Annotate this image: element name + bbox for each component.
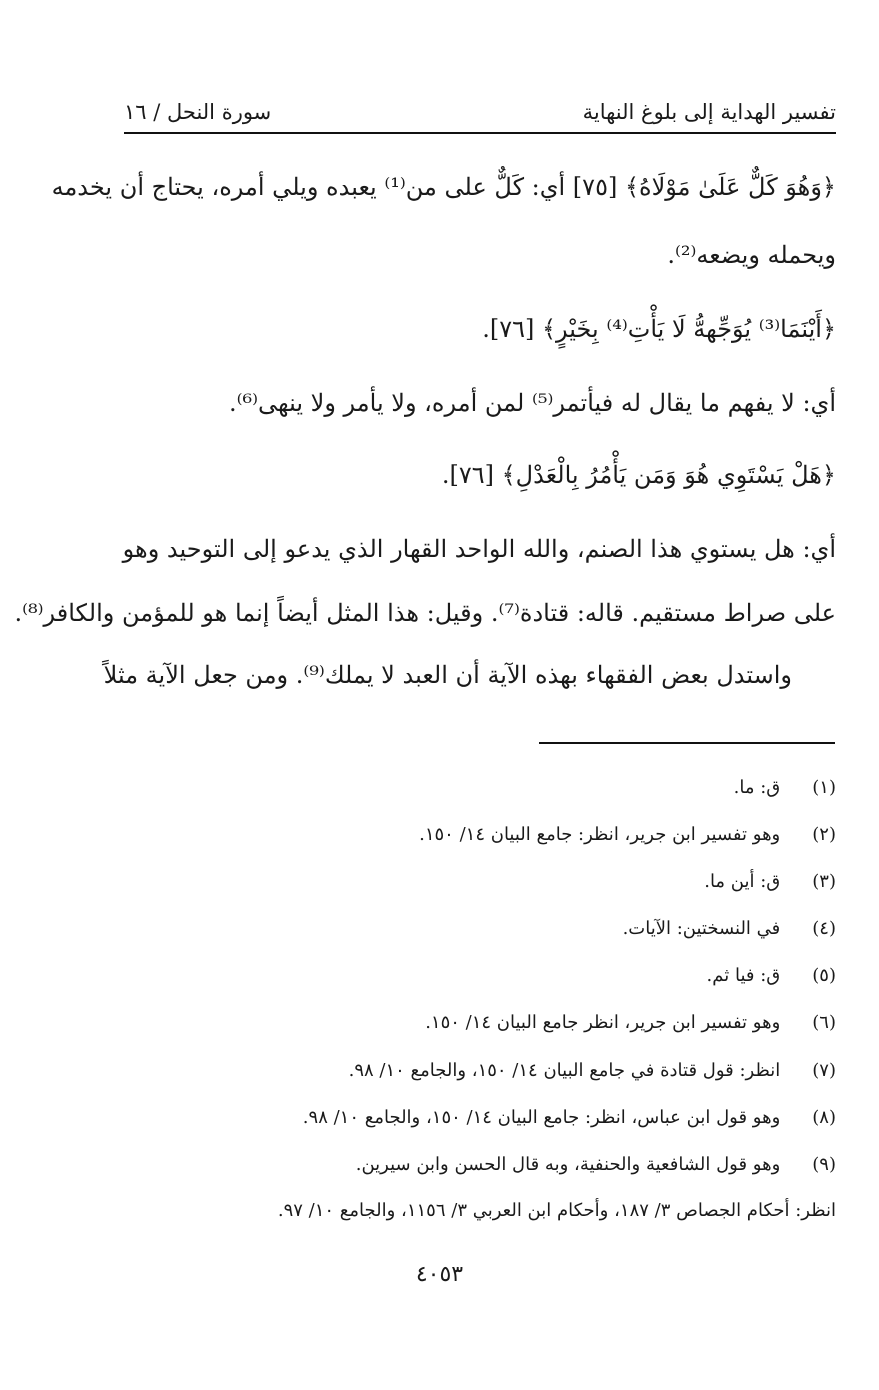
footnote-text: وهو قول الشافعية والحنفية، وبه قال الحسن وابن سيرين.: [355, 1154, 781, 1175]
footnote-item: [124, 822, 836, 848]
footnote-number: (٦): [812, 1012, 836, 1033]
footnote-item: [124, 775, 836, 801]
page-number: ٤٠٥٣: [415, 1262, 464, 1287]
body-line: ﴿وَهُوَ كَلٌّ عَلَىٰ مَوْلَاهُ﴾ [٧٥] أي: كَلٌّ على من⁽¹⁾ يعبده ويلي أمره، يحتاج أن يخدمه: [51, 173, 836, 201]
footnote-separator: [539, 742, 835, 744]
footnote-item: [124, 1010, 836, 1036]
footnote-number: (١): [812, 777, 836, 798]
footnote-text: ق: ما.: [733, 777, 781, 798]
footnote-number: (٧): [812, 1060, 836, 1081]
quran-verse: ﴿هَلْ يَسْتَوِي هُوَ وَمَن يَأْمُرُ بِالْعَدْلِ﴾ [٧٦].: [441, 461, 836, 489]
footnote-number: (٥): [812, 965, 836, 986]
footnote-item: [124, 1152, 836, 1178]
body-line: أي: هل يستوي هذا الصنم، والله الواحد القهار الذي يدعو إلى التوحيد وهو: [122, 535, 836, 563]
quran-verse: ﴿أَيْنَمَا⁽³⁾ يُوَجِّههُّ لَا يَأْتِ⁽⁴⁾ بِخَيْرٍ﴾ [٧٦].: [482, 315, 836, 343]
footnote-text: ق: فيا ثم.: [706, 965, 781, 986]
running-header: [124, 96, 836, 134]
footnote-text: في النسختين: الآيات.: [622, 918, 781, 939]
body-line: ويحمله ويضعه⁽²⁾.: [667, 241, 836, 269]
footnote-text: وهو تفسير ابن جرير، انظر: جامع البيان ١٤/ ١٥٠.: [419, 824, 781, 845]
body-line: على صراط مستقيم. قاله: قتادة⁽⁷⁾. وقيل: هذا المثل أيضاً إنما هو للمؤمن والكافر⁽⁸⁾.: [14, 599, 836, 627]
footnote-number: (٩): [812, 1154, 836, 1175]
footnote-item: [124, 963, 836, 989]
footnote-number: (٣): [812, 871, 836, 892]
footnote-item: [124, 869, 836, 895]
footnote-text: انظر: قول قتادة في جامع البيان ١٤/ ١٥٠، والجامع ١٠/ ٩٨.: [348, 1060, 781, 1081]
body-line: أي: لا يفهم ما يقال له فيأتمر⁽⁵⁾ لمن أمره، ولا يأمر ولا ينهى⁽⁶⁾.: [228, 389, 836, 417]
footnote-number: (٨): [812, 1107, 836, 1128]
footnote-number: (٢): [812, 824, 836, 845]
footnote-continuation: انظر: أحكام الجصاص ٣/ ١٨٧، وأحكام ابن العربي ٣/ ١١٥٦، والجامع ١٠/ ٩٧.: [277, 1200, 836, 1221]
footnote-item: [124, 1058, 836, 1084]
footnote-item: [124, 1105, 836, 1131]
body-line: واستدل بعض الفقهاء بهذه الآية أن العبد لا يملك⁽⁹⁾. ومن جعل الآية مثلاً: [103, 661, 792, 689]
surah-label: سورة النحل / ١٦: [124, 100, 272, 124]
book-title: تفسير الهداية إلى بلوغ النهاية: [582, 100, 836, 124]
footnote-number: (٤): [812, 918, 836, 939]
footnote-text: وهو قول ابن عباس، انظر: جامع البيان ١٤/ ١٥٠، والجامع ١٠/ ٩٨.: [302, 1107, 781, 1128]
footnote-text: ق: أين ما.: [704, 871, 781, 892]
footnote-text: وهو تفسير ابن جرير، انظر جامع البيان ١٤/ ١٥٠.: [425, 1012, 781, 1033]
footnote-item: [124, 916, 836, 942]
